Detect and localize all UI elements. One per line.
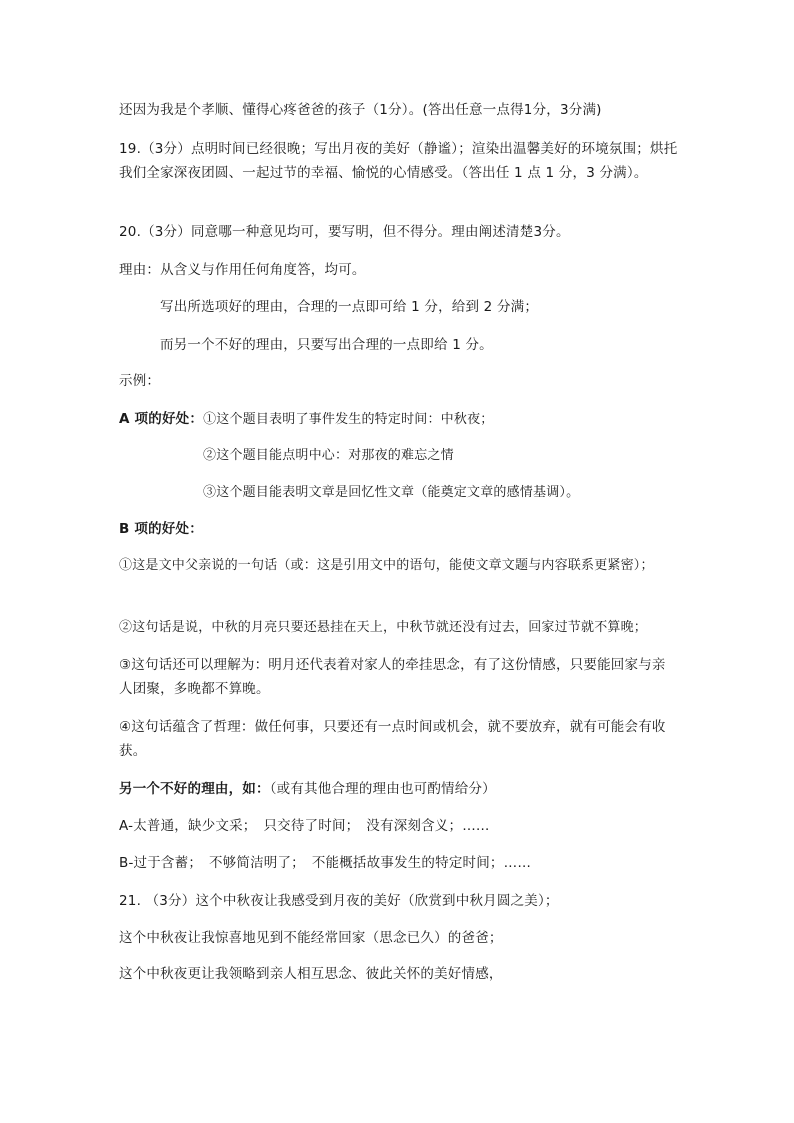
option-a-line-1 bbox=[119, 411, 493, 428]
answer-21-line-2: 这个中秋夜让我惊喜地见到不能经常回家（思念已久）的爸爸； bbox=[119, 930, 503, 946]
bad-reason-b: B-过于含蓄； 不够简洁明了； 不能概括故事发生的特定时间；…… bbox=[119, 855, 532, 871]
bad-reason-label: 另一个不好的理由，如： bbox=[119, 781, 270, 797]
option-b-point-1: ①这是文中父亲说的一句话（或：这是引用文中的语句，能使文章文题与内容联系更紧密）； bbox=[119, 558, 654, 573]
answer-line-18-end: 还因为我是个孝顺、懂得心疼爸爸的孩子（1分）。(答出任意一点得1分，3分满) bbox=[119, 102, 602, 118]
example-heading: 示例： bbox=[119, 373, 161, 389]
option-b-label: B 项的好处： bbox=[119, 521, 203, 537]
bad-reason-a: A-太普通，缺少文采； 只交待了时间； 没有深刻含义；…… bbox=[119, 818, 490, 834]
option-a-point-2: ②这个题目能点明中心：对那夜的难忘之情 bbox=[203, 448, 454, 463]
answer-20-intro: 20.（3分）同意哪一种意见均可，要写明，但不得分。理由阐述清楚3分。 bbox=[119, 224, 570, 240]
option-a-point-3: ③这个题目能表明文章是回忆性文章（能奠定文章的感情基调）。 bbox=[203, 485, 580, 500]
bad-reason-note: （或有其他合理的理由也可酌情给分） bbox=[269, 781, 496, 797]
answer-20-reason: 理由：从含义与作用任何角度答，均可。 bbox=[119, 262, 366, 278]
answer-21-line-3: 这个中秋夜更让我领略到亲人相互思念、彼此关怀的美好情感， bbox=[119, 966, 503, 982]
option-b-point-3: ③这句话还可以理解为：明月还代表着对家人的牵挂思念，有了这份情感，只要能回家与亲人团聚，多晚都不算晚。 bbox=[119, 657, 666, 697]
answer-20-bad-rule: 而另一个不好的理由，只要写出合理的一点即给 1 分。 bbox=[160, 337, 493, 353]
answer-19: 19.（3分）点明时间已经很晚；写出月夜的美好（静谧）；渲染出温馨美好的环境氛围；烘托我们全家深夜团圆、一起过节的幸福、愉悦的心情感受。（答出任 1 点 1 分，3 分满）。 bbox=[119, 141, 678, 181]
option-b-point-4: ④这句话蕴含了哲理：做任何事，只要还有一点时间或机会，就不要放弃，就有可能会有收获。 bbox=[119, 719, 666, 759]
answer-21-line-1: 21. （3分）这个中秋夜让我感受到月夜的美好（欣赏到中秋月圆之美）； bbox=[119, 893, 559, 909]
answer-20-good-rule: 写出所选项好的理由，合理的一点即可给 1 分，给到 2 分满； bbox=[160, 299, 539, 315]
option-b-point-2: ②这句话是说，中秋的月亮只要还悬挂在天上，中秋节就还没有过去，回家过节就不算晚； bbox=[119, 620, 648, 635]
option-a-label: A 项的好处： bbox=[119, 411, 204, 427]
option-a-point-1: ①这个题目表明了事件发生的特定时间：中秋夜； bbox=[203, 412, 494, 427]
bad-reason-heading bbox=[119, 781, 496, 797]
